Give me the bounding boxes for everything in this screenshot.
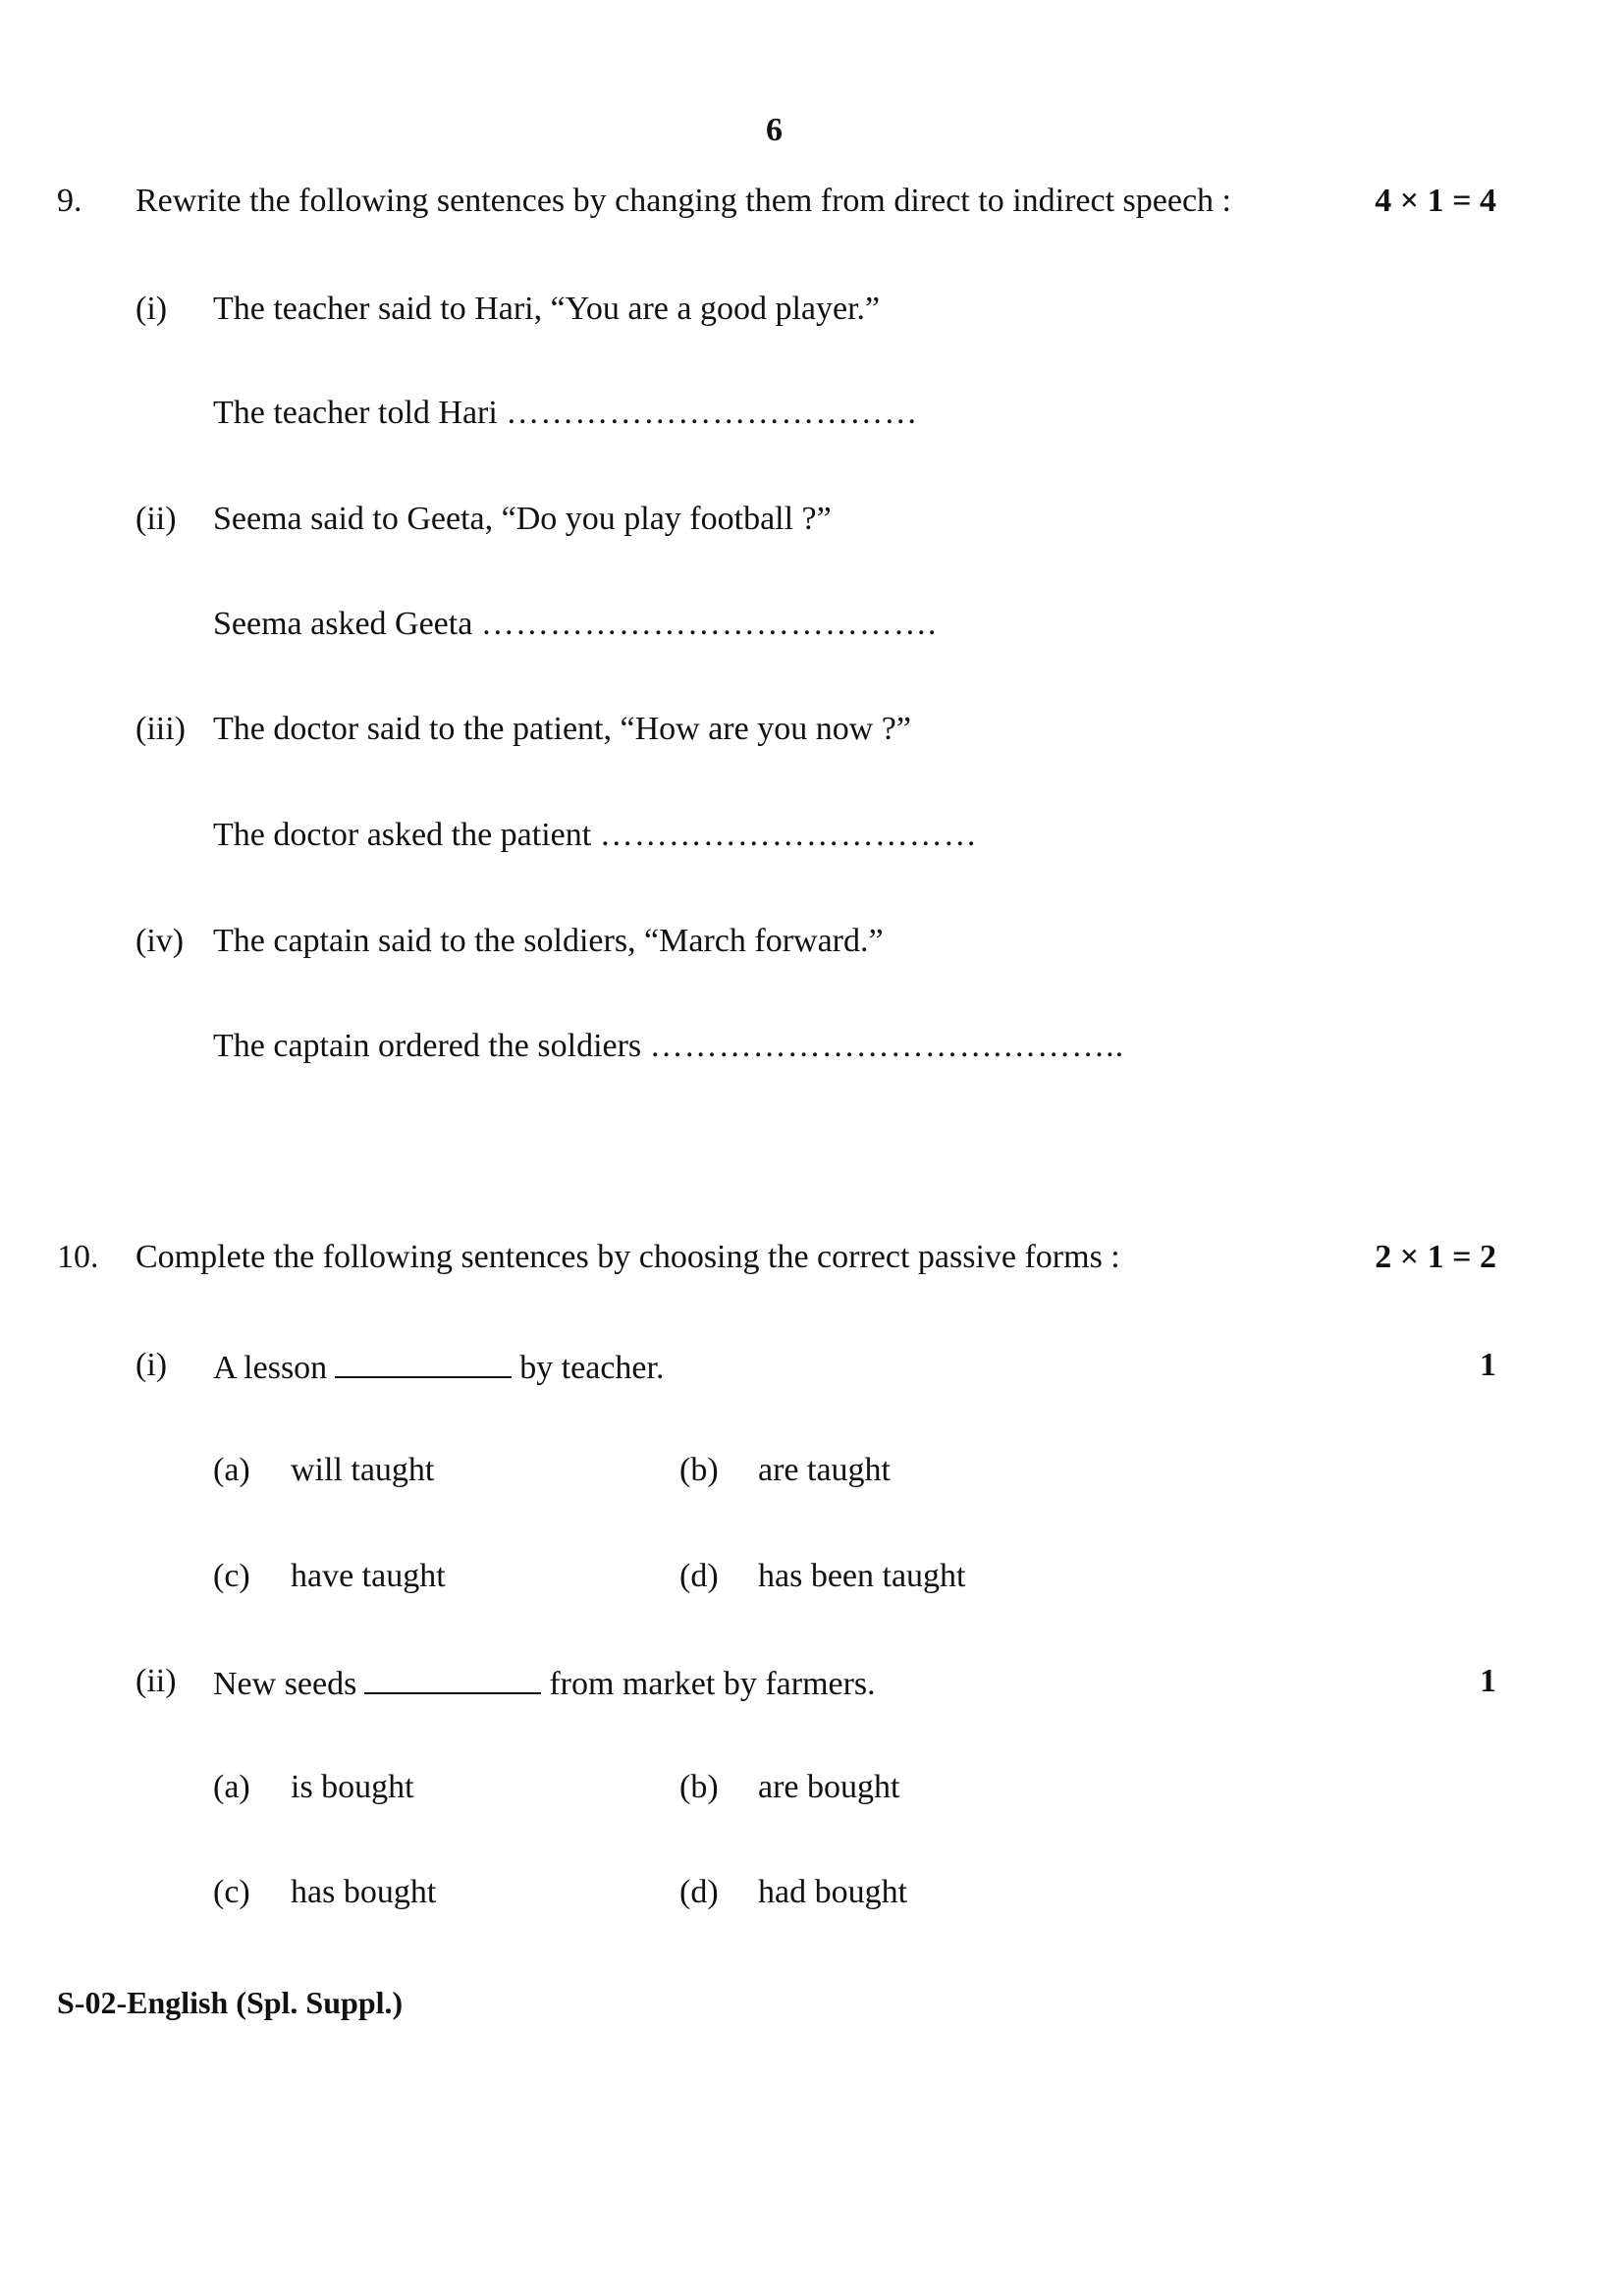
question-instruction: Rewrite the following sentences by changing them from direct to indirect speech : <box>135 183 1231 219</box>
answer-line <box>213 608 937 641</box>
option-b[interactable]: are bought <box>758 1769 900 1805</box>
question-instruction: Complete the following sentences by choosing the correct passive forms : <box>135 1239 1120 1275</box>
item-label: (ii) <box>135 501 177 537</box>
sentence-start: A lesson <box>213 1350 328 1386</box>
option-label: (b) <box>679 1452 719 1488</box>
option-b[interactable]: are taught <box>758 1452 891 1488</box>
answer-prompt: The teacher told Hari <box>213 395 498 431</box>
fill-blank[interactable] <box>335 1349 512 1378</box>
option-c[interactable]: has bought <box>291 1874 437 1910</box>
item-label: (ii) <box>135 1663 177 1699</box>
question-number: 10. <box>57 1239 99 1275</box>
option-label: (d) <box>679 1874 719 1910</box>
answer-blank[interactable]: …………………………………. <box>480 606 938 642</box>
direct-speech-sentence: The teacher said to Hari, “You are a good player.” <box>213 291 881 327</box>
option-label: (a) <box>213 1769 250 1805</box>
direct-speech-sentence: The captain said to the soldiers, “March forward.” <box>213 923 884 959</box>
fill-in-sentence <box>213 1665 876 1701</box>
item-label: (iv) <box>135 923 185 959</box>
option-label: (c) <box>213 1558 250 1594</box>
item-label: (i) <box>135 291 168 327</box>
sentence-end: by teacher. <box>519 1350 665 1386</box>
option-label: (d) <box>679 1558 719 1594</box>
paper-code-footer: S-02-English (Spl. Suppl.) <box>57 1985 404 2020</box>
sentence-end: from market by farmers. <box>549 1666 876 1702</box>
option-label: (a) <box>213 1452 250 1488</box>
answer-blank[interactable]: …………………………… <box>599 817 978 853</box>
fill-in-sentence <box>213 1349 664 1385</box>
answer-prompt: The doctor asked the patient <box>213 817 592 853</box>
option-label: (b) <box>679 1769 719 1805</box>
direct-speech-sentence: The doctor said to the patient, “How are you now ?” <box>213 711 911 747</box>
option-d[interactable]: had bought <box>758 1874 908 1910</box>
answer-line <box>213 1030 1124 1063</box>
sentence-start: New seeds <box>213 1666 357 1702</box>
answer-blank[interactable]: ……………………………… <box>506 395 919 431</box>
item-marks: 1 <box>1480 1347 1496 1383</box>
page-number: 6 <box>766 112 783 148</box>
answer-line <box>213 397 918 430</box>
question-marks: 4 × 1 = 4 <box>1375 183 1496 219</box>
question-marks: 2 × 1 = 2 <box>1375 1239 1496 1275</box>
option-a[interactable]: will taught <box>291 1452 435 1488</box>
item-label: (iii) <box>135 711 186 747</box>
direct-speech-sentence: Seema said to Geeta, “Do you play football ?” <box>213 501 832 537</box>
answer-prompt: The captain ordered the soldiers <box>213 1028 642 1064</box>
answer-line <box>213 819 978 852</box>
option-d[interactable]: has been taught <box>758 1558 966 1594</box>
option-label: (c) <box>213 1874 250 1910</box>
answer-prompt: Seema asked Geeta <box>213 606 473 642</box>
answer-blank[interactable]: ………………………….……….. <box>649 1028 1125 1064</box>
item-label: (i) <box>135 1347 168 1383</box>
question-number: 9. <box>57 183 82 219</box>
fill-blank[interactable] <box>364 1665 541 1694</box>
option-c[interactable]: have taught <box>291 1558 446 1594</box>
option-a[interactable]: is bought <box>291 1769 414 1805</box>
item-marks: 1 <box>1480 1663 1496 1699</box>
